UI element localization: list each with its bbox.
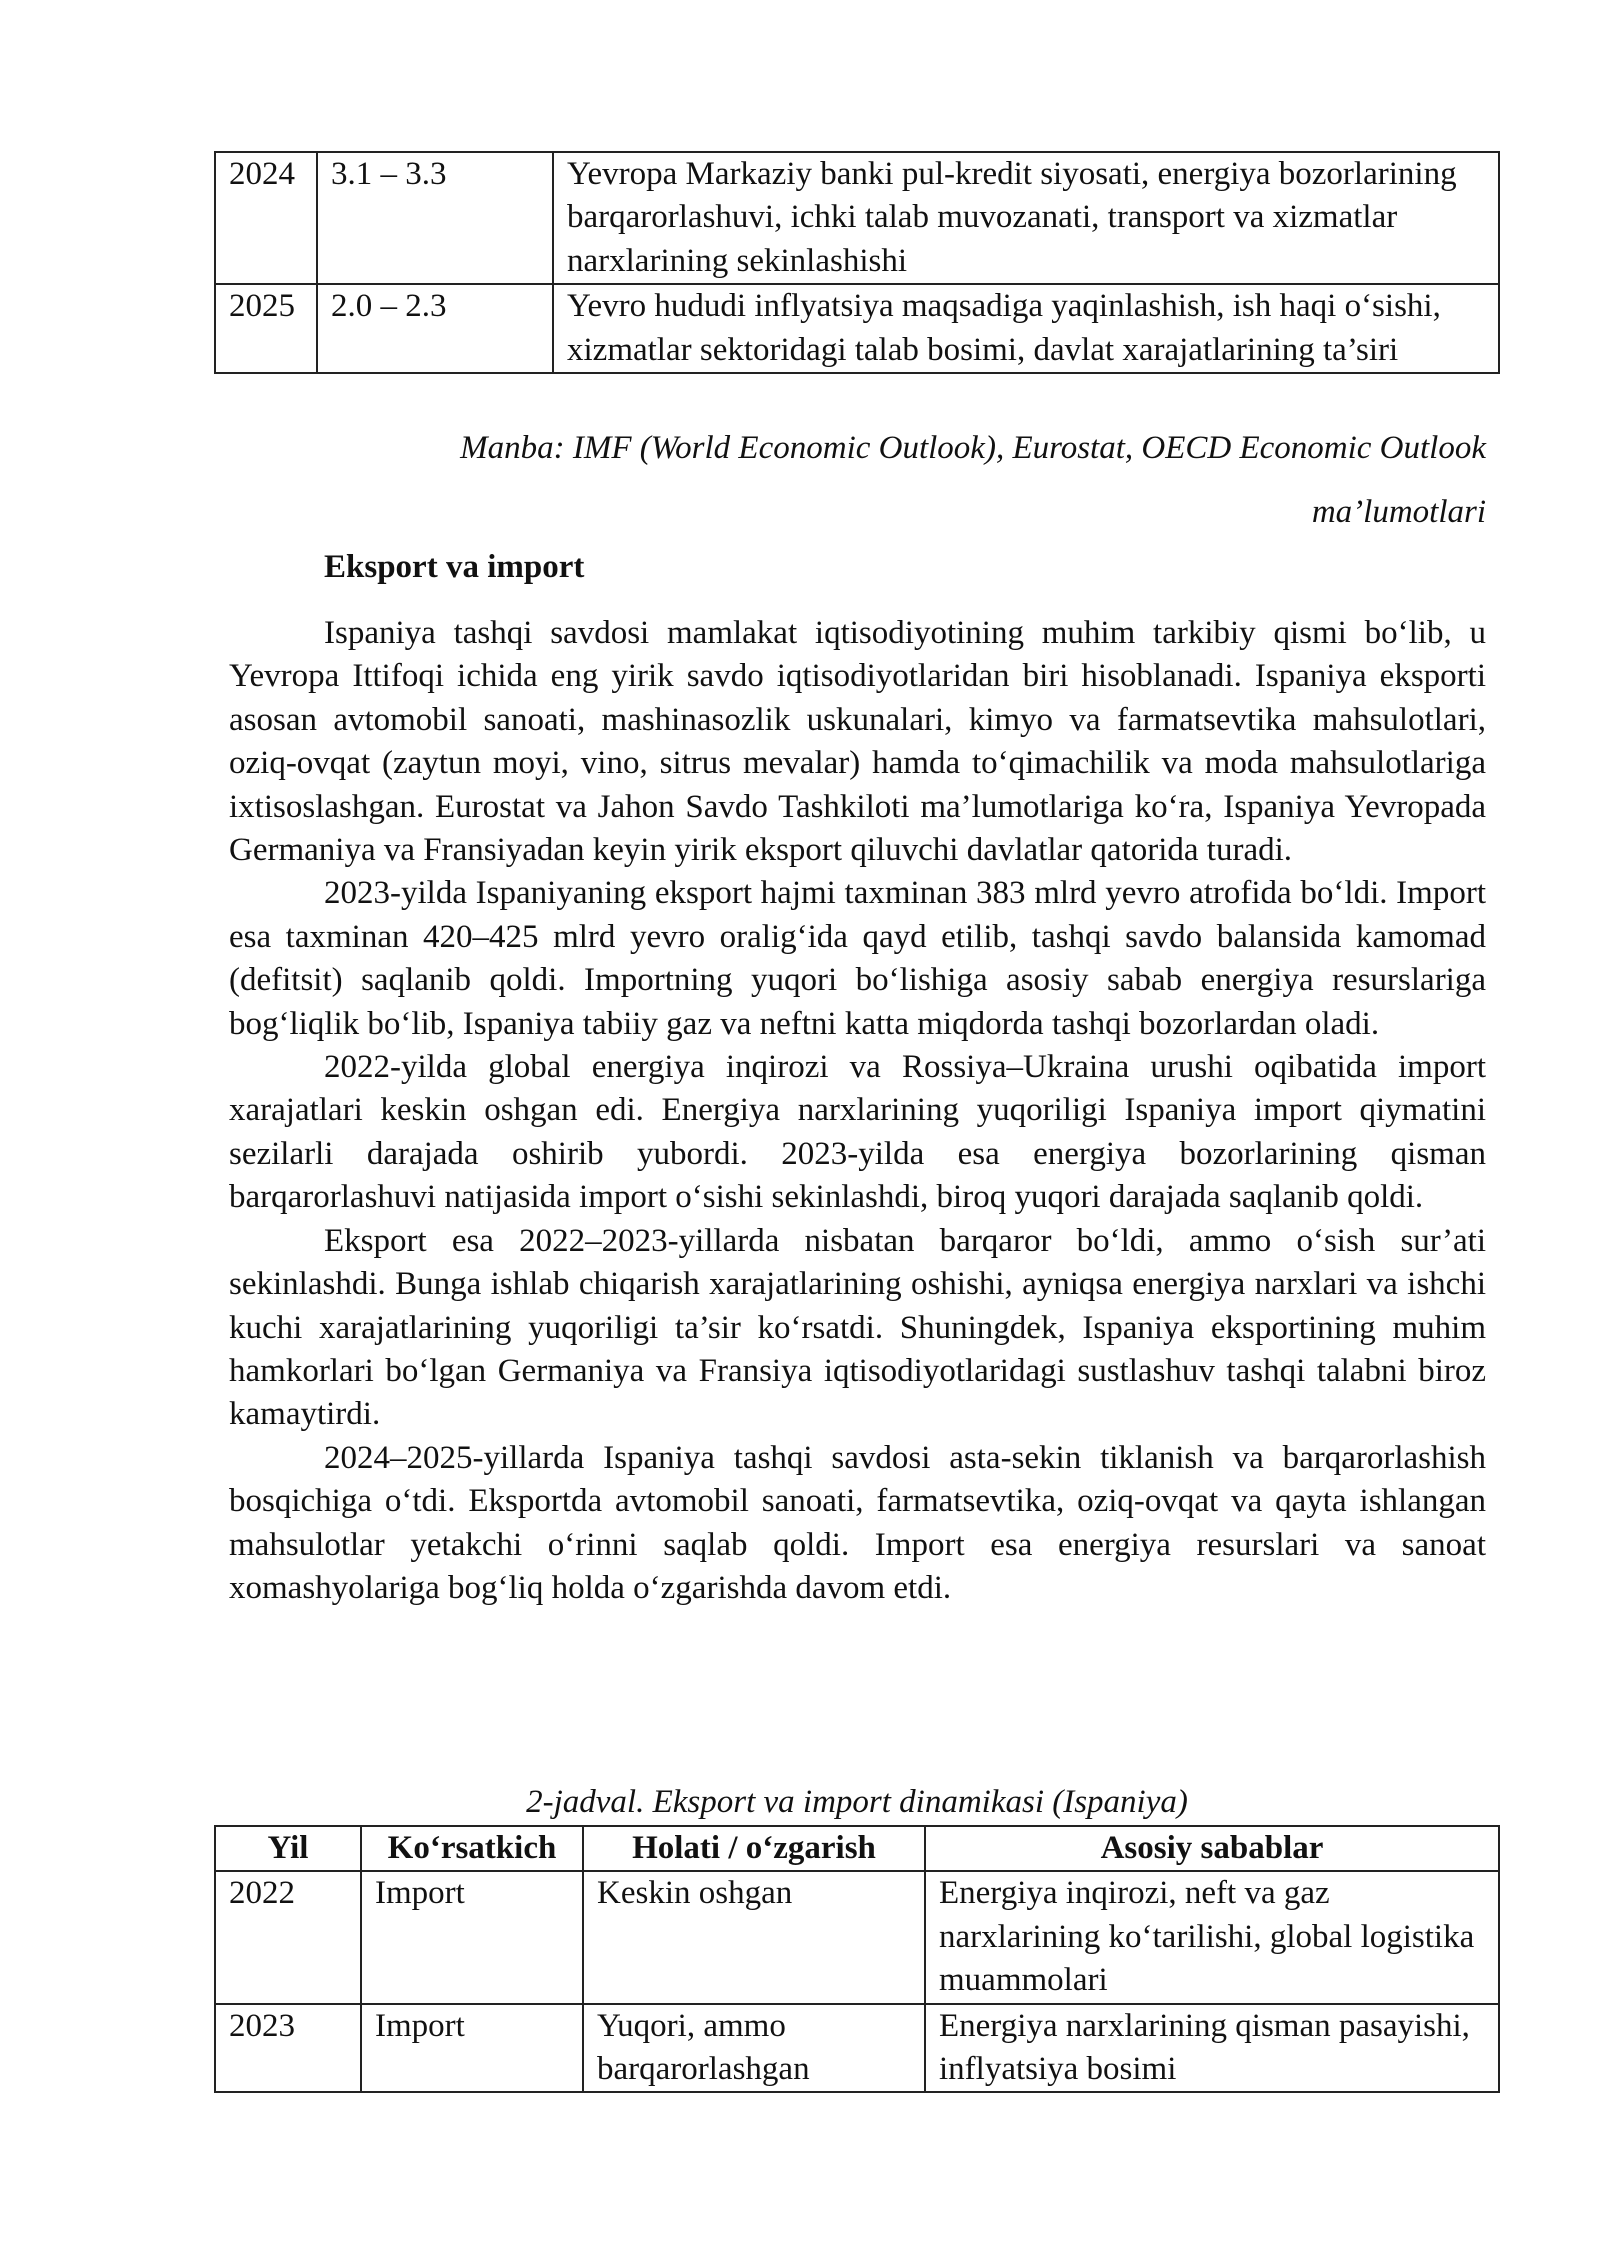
year-cell: 2025 xyxy=(215,284,317,373)
indicator-cell: Import xyxy=(361,2004,583,2093)
column-header-reasons: Asosiy sabablar xyxy=(925,1826,1499,1871)
paragraph: 2024–2025-yillarda Ispaniya tashqi savdosi asta-sekin tiklanish va barqarorlashish bosqichiga o‘tdi. Eksportda avtomobil sanoati, farmatsevtika, oziq-ovqat va qayta ishlangan mahsulotlar yetakchi o‘rinni saqlab qoldi. Import esa energiya resurslari va sanoat xomashyolariga bog‘liq holda o‘zgarishda davom etdi. xyxy=(229,1439,1486,1606)
factors-cell: Yevropa Markaziy banki pul-kredit siyosati, energiya bozorlarining barqarorlashuvi, ichki talab muvozanati, transport va xizmatlar narxlarining sekinlashishi xyxy=(553,152,1499,284)
table-row xyxy=(215,284,1499,373)
column-header-status: Holati / o‘zgarish xyxy=(583,1826,925,1871)
range-cell: 2.0 – 2.3 xyxy=(317,284,553,373)
year-cell: 2023 xyxy=(215,2004,361,2093)
source-note: Manba: IMF (World Economic Outlook), Eurostat, OECD Economic Outlook ma’lumotlari xyxy=(460,430,1486,530)
column-header-year: Yil xyxy=(215,1826,361,1871)
status-cell: Yuqori, ammo barqarorlashgan xyxy=(583,2004,925,2093)
table-row xyxy=(215,2004,1499,2093)
paragraph: Eksport esa 2022–2023-yillarda nisbatan barqaror bo‘ldi, ammo o‘sish sur’ati sekinlashdi. Bunga ishlab chiqarish xarajatlarining oshishi, ayniqsa energiya narxlari va ishchi kuchi xarajatlarining yuqoriligi ta’sir ko‘rsatdi. Shuningdek, Ispaniya eksportining muhim hamkorlari bo‘lgan Germaniya va Fransiya iqtisodiyotlaridagi sustlashuv tashqi talabni biroz kamaytirdi. xyxy=(229,1222,1486,1433)
indicator-cell: Import xyxy=(361,1871,583,2003)
table-caption: 2-jadval. Eksport va import dinamikasi (Ispaniya) xyxy=(526,1784,1188,1820)
column-header-indicator: Ko‘rsatkich xyxy=(361,1826,583,1871)
range-cell: 3.1 – 3.3 xyxy=(317,152,553,284)
section-heading: Eksport va import xyxy=(324,549,585,585)
paragraph: Ispaniya tashqi savdosi mamlakat iqtisodiyotining muhim tarkibiy qismi bo‘lib, u Yevropa Ittifoqi ichida eng yirik savdo iqtisodiyotlaridan biri hisoblanadi. Ispaniya eksporti asosan avtomobil sanoati, mashinasozlik uskunalari, kimyo va farmatsevtika mahsulotlari, oziq-ovqat (zaytun moyi, vino, sitrus mevalar) hamda to‘qimachilik va moda mahsulotlariga ixtisoslashgan. Eurostat va Jahon Savdo Tashkiloti ma’lumotlariga ko‘ra, Ispaniya Yevropada Germaniya va Fransiyadan keyin yirik eksport qiluvchi davlatlar qatorida turadi. xyxy=(229,615,1486,869)
year-cell: 2022 xyxy=(215,1871,361,2003)
table-row xyxy=(215,152,1499,284)
export-import-table xyxy=(214,1825,1500,2093)
paragraph: 2022-yilda global energiya inqirozi va Rossiya–Ukraina urushi oqibatida import xarajatlari keskin oshgan edi. Energiya narxlarining yuqoriligi Ispaniya import qiymatini sezilarli darajada oshirib yubordi. 2023-yilda esa energiya bozorlarining qisman barqarorlashuvi natijasida import o‘sishi sekinlashdi, biroq yuqori darajada saqlanib qoldi. xyxy=(229,1049,1486,1216)
paragraph: 2023-yilda Ispaniyaning eksport hajmi taxminan 383 mlrd yevro atrofida bo‘ldi. Import esa taxminan 420–425 mlrd yevro oralig‘ida qayd etilib, tashqi savdo balansida kamomad (defitsit) saqlanib qoldi. Importning yuqori bo‘lishiga asosiy sabab energiya resurslariga bog‘liqlik bo‘lib, Ispaniya tabiiy gaz va neftni katta miqdorda tashqi bozorlardan oladi. xyxy=(229,875,1486,1042)
table-row xyxy=(215,1871,1499,2003)
reasons-cell: Energiya narxlarining qisman pasayishi, inflyatsiya bosimi xyxy=(925,2004,1499,2093)
status-cell: Keskin oshgan xyxy=(583,1871,925,2003)
factors-cell: Yevro hududi inflyatsiya maqsadiga yaqinlashish, ish haqi o‘sishi, xizmatlar sektoridagi talab bosimi, davlat xarajatlarining ta’siri xyxy=(553,284,1499,373)
body-text xyxy=(229,612,1486,1610)
year-cell: 2024 xyxy=(215,152,317,284)
table-header-row xyxy=(215,1826,1499,1871)
reasons-cell: Energiya inqirozi, neft va gaz narxlarining ko‘tarilishi, global logistika muammolari xyxy=(925,1871,1499,2003)
inflation-forecast-table xyxy=(214,151,1500,374)
